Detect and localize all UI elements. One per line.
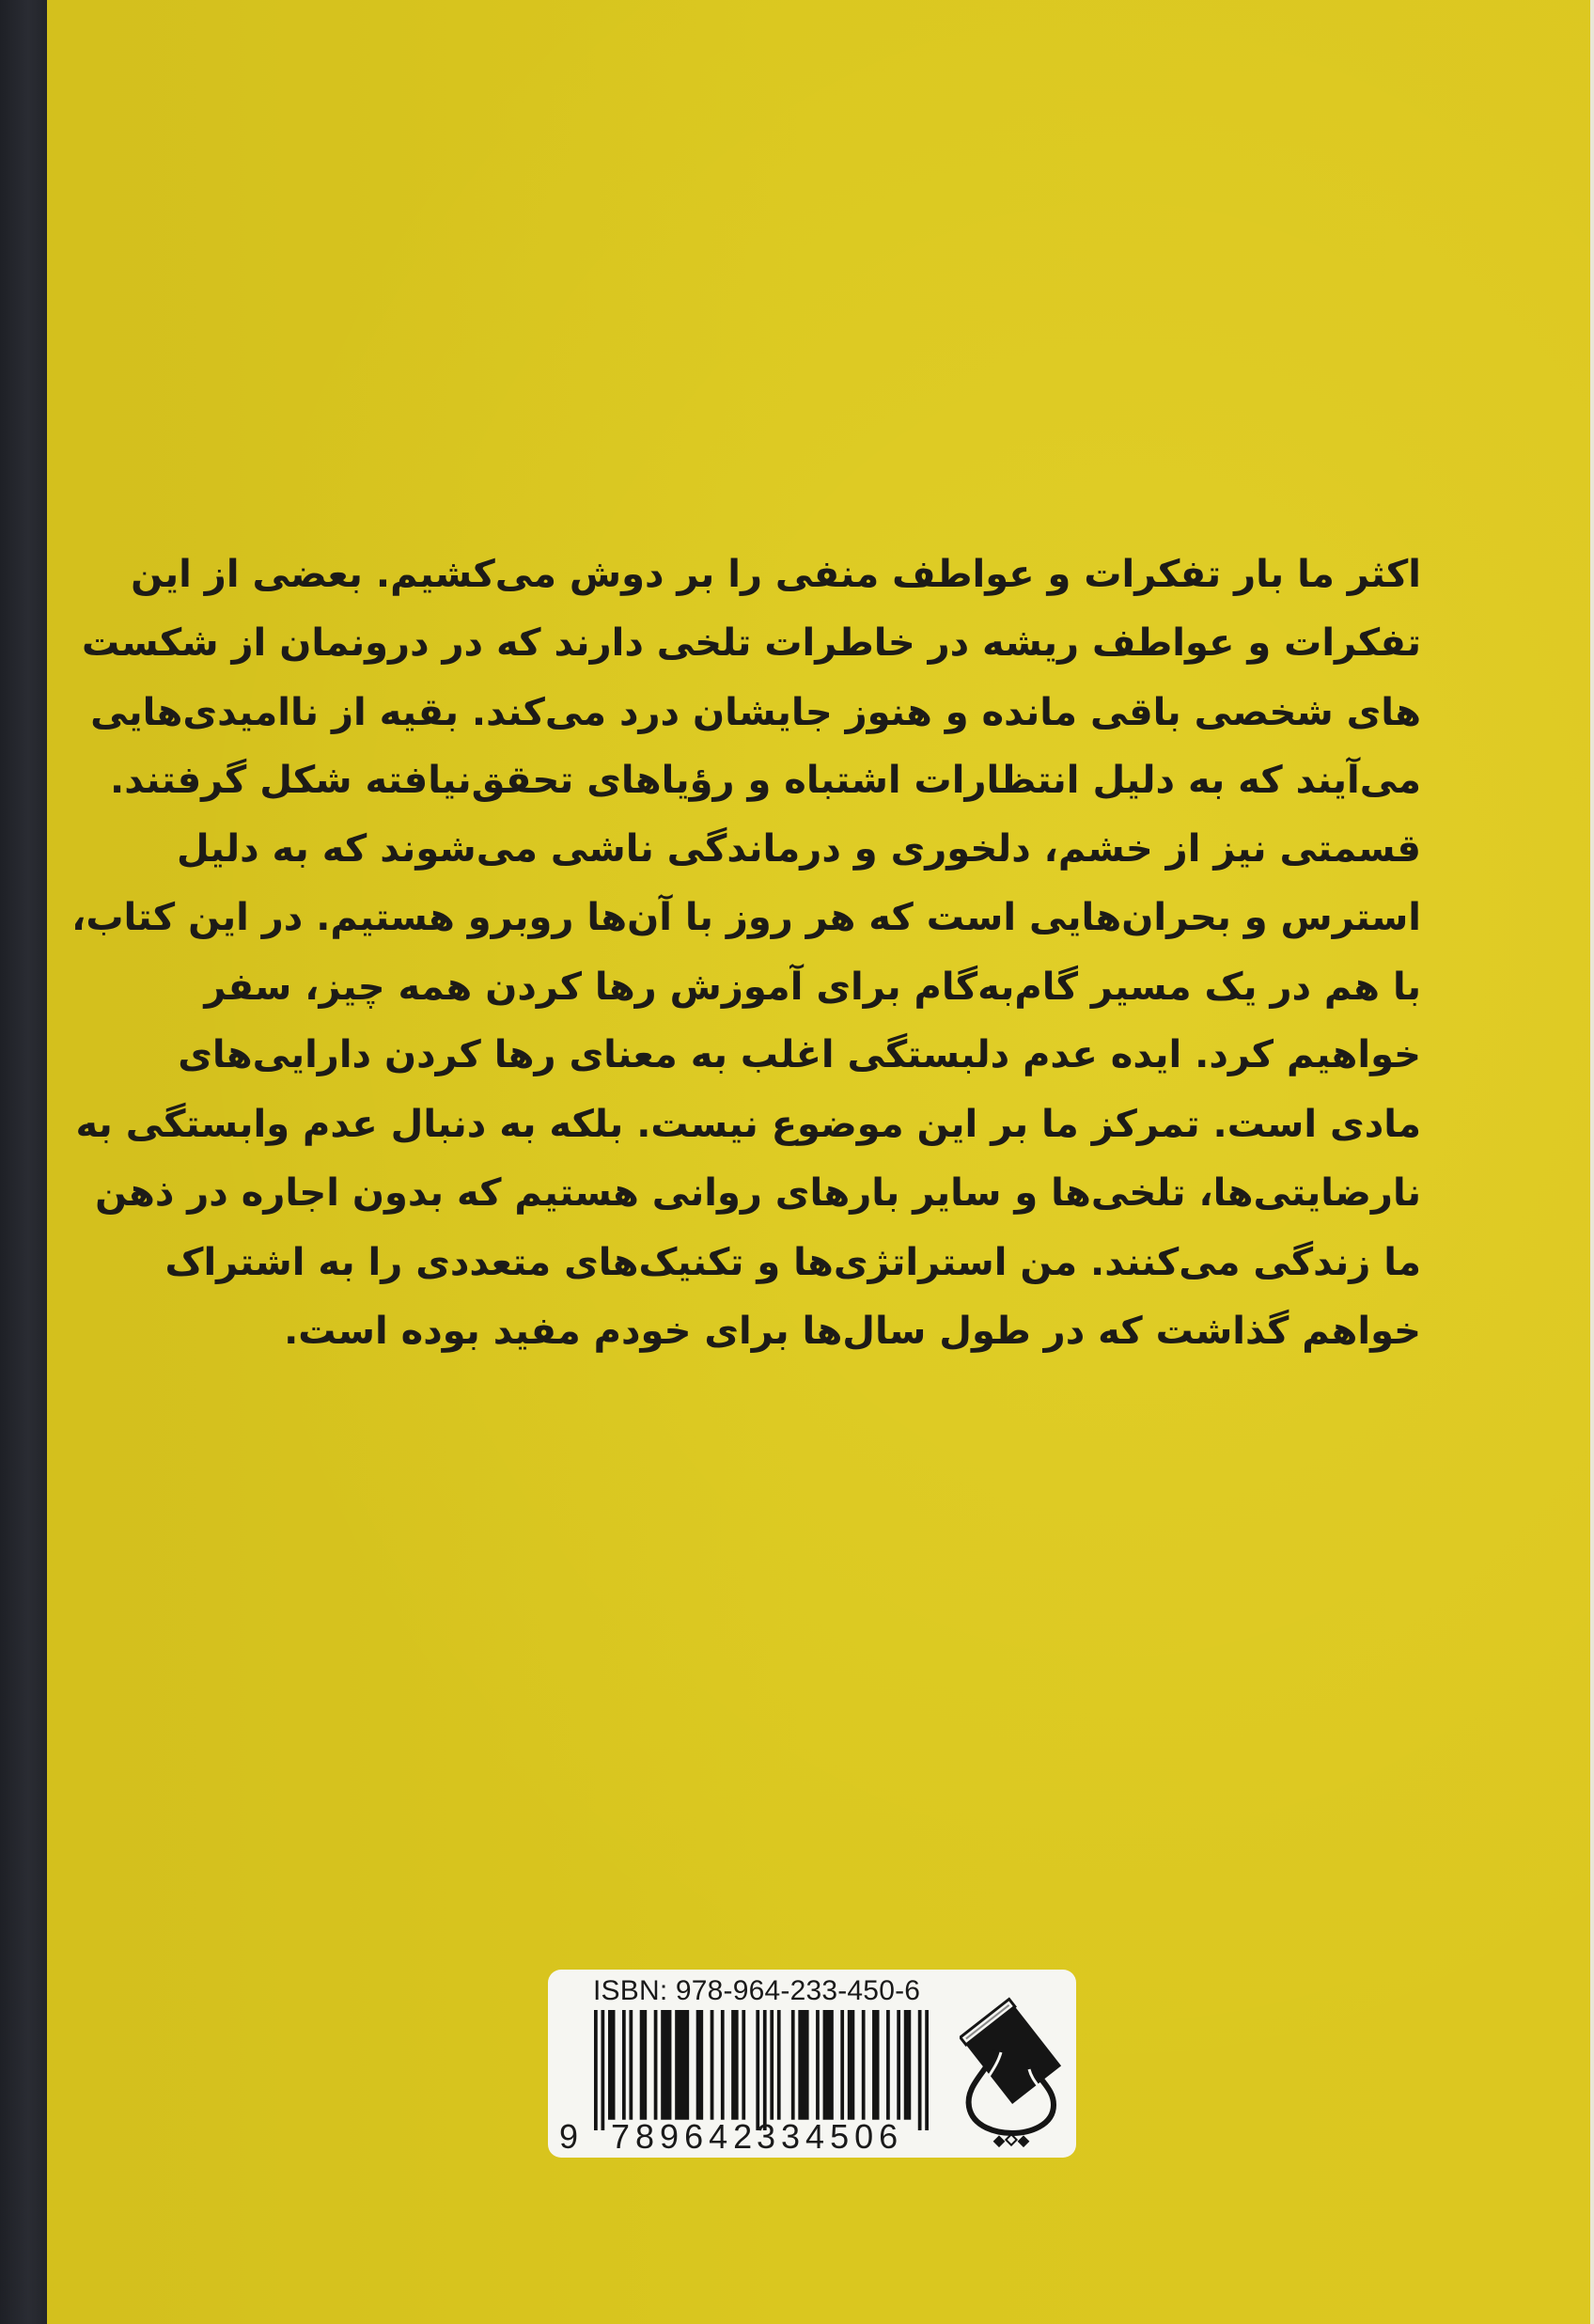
barcode-digit-first: 9 [559, 2117, 579, 2156]
blurb-line: خواهیم کرد. ایده عدم دلبستگی اغلب به معنای رها کردن دارایی‌های [178, 1033, 1421, 1076]
blurb-line: می‌آیند که به دلیل انتظارات اشتباه و رؤیاهای تحقق‌نیافته شکل گرفتند. [110, 759, 1421, 802]
barcode-digits-right: 334506 [757, 2117, 904, 2156]
blurb-line: مادی است. تمرکز ما بر این موضوع نیست. بلکه به دنبال عدم وابستگی به [75, 1103, 1421, 1146]
barcode-digits-left: 789642 [611, 2117, 758, 2156]
book-spine [0, 0, 47, 2324]
blurb-paragraph [71, 0, 1421, 1410]
blurb-line: قسمتی نیز از خشم، دلخوری و درماندگی ناشی می‌شوند که به دلیل [177, 827, 1421, 871]
barcode-icon [594, 2010, 929, 2130]
blurb-line: تفکرات و عواطف ریشه در خاطرات تلخی دارند که در درونمان از شکست [81, 621, 1421, 665]
page-edge [1590, 0, 1594, 2324]
blurb-line: نارضایتی‌ها، تلخی‌ها و سایر بارهای روانی هستیم که بدون اجاره در ذهن [95, 1171, 1421, 1215]
isbn-label: ISBN: 978-964-233-450-6 [593, 1975, 921, 2006]
publisher-logo-icon [960, 1996, 1063, 2148]
blurb-line: با هم در یک مسیر گام‌به‌گام برای آموزش رها کردن همه چیز، سفر [204, 966, 1421, 1009]
blurb-line: های شخصی باقی مانده و هنوز جایشان درد می‌کند. بقیه از ناامیدی‌هایی [90, 691, 1421, 734]
blurb-line: ما زندگی می‌کنند. من استراتژی‌ها و تکنیک‌های متعددی را به اشتراک [164, 1241, 1421, 1284]
blurb-line: استرس و بحران‌هایی است که هر روز با آن‌ها روبرو هستیم. در این کتاب، [71, 896, 1421, 939]
blurb-line-last: خواهم گذاشت که در طول سال‌ها برای خودم مفید بوده است. [284, 1310, 1421, 1353]
isbn-barcode-sticker [548, 1970, 1076, 2158]
blurb-line: اکثر ما بار تفکرات و عواطف منفی را بر دوش می‌کشیم. بعضی از این [131, 553, 1421, 596]
